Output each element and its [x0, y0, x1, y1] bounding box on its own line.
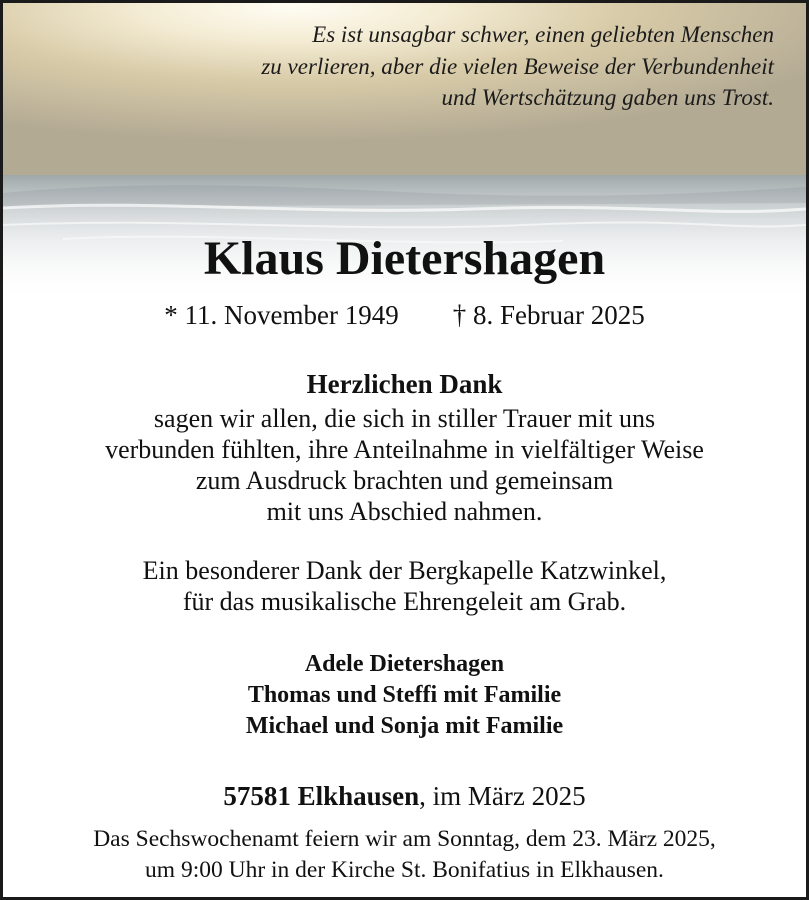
- service-line: um 9:00 Uhr in der Kirche St. Bonifatius in Elkhausen.: [145, 857, 664, 883]
- quote-line: zu verlieren, aber die vielen Beweise der Verbundenheit: [261, 53, 774, 79]
- service-line: Das Sechswochenamt feiern wir am Sonntag, dem 23. März 2025,: [93, 826, 716, 852]
- thanks-line: verbunden fühlten, ihre Anteilnahme in vielfältiger Weise: [105, 435, 704, 464]
- deceased-name: Klaus Dietershagen: [203, 232, 606, 285]
- mourner-name: Thomas und Steffi mit Familie: [247, 682, 562, 708]
- thanks-line: mit uns Abschied nahmen.: [266, 497, 543, 526]
- thanks-heading: Herzlichen Dank: [306, 369, 503, 399]
- thanks-text: [3, 403, 806, 527]
- memorial-quote: [261, 19, 774, 114]
- special-thanks-line: für das musikalische Ehrengeleit am Grab.: [182, 587, 627, 616]
- special-thanks-line: Ein besonderer Dank der Bergkapelle Katzwinkel,: [142, 556, 667, 585]
- life-dates: [3, 300, 806, 331]
- thanks-line: zum Ausdruck brachten und gemeinsam: [195, 466, 614, 495]
- place-city: 57581 Elkhausen: [223, 781, 420, 811]
- place-and-date: [3, 781, 806, 812]
- quote-line: und Wertschätzung gaben uns Trost.: [441, 85, 774, 110]
- mourners-list: [3, 649, 806, 742]
- place-date: , im März 2025: [419, 781, 586, 811]
- mourner-name: Michael und Sonja mit Familie: [245, 713, 564, 739]
- death-date: † 8. Februar 2025: [452, 300, 645, 330]
- quote-line: Es ist unsagbar schwer, einen geliebten Menschen: [312, 22, 774, 47]
- thanks-line: sagen wir allen, die sich in stiller Trauer mit uns: [153, 404, 656, 433]
- service-notice: [3, 824, 806, 886]
- mourner-name: Adele Dietershagen: [304, 651, 505, 677]
- special-thanks-text: [3, 555, 806, 617]
- birth-date: * 11. November 1949: [164, 300, 399, 330]
